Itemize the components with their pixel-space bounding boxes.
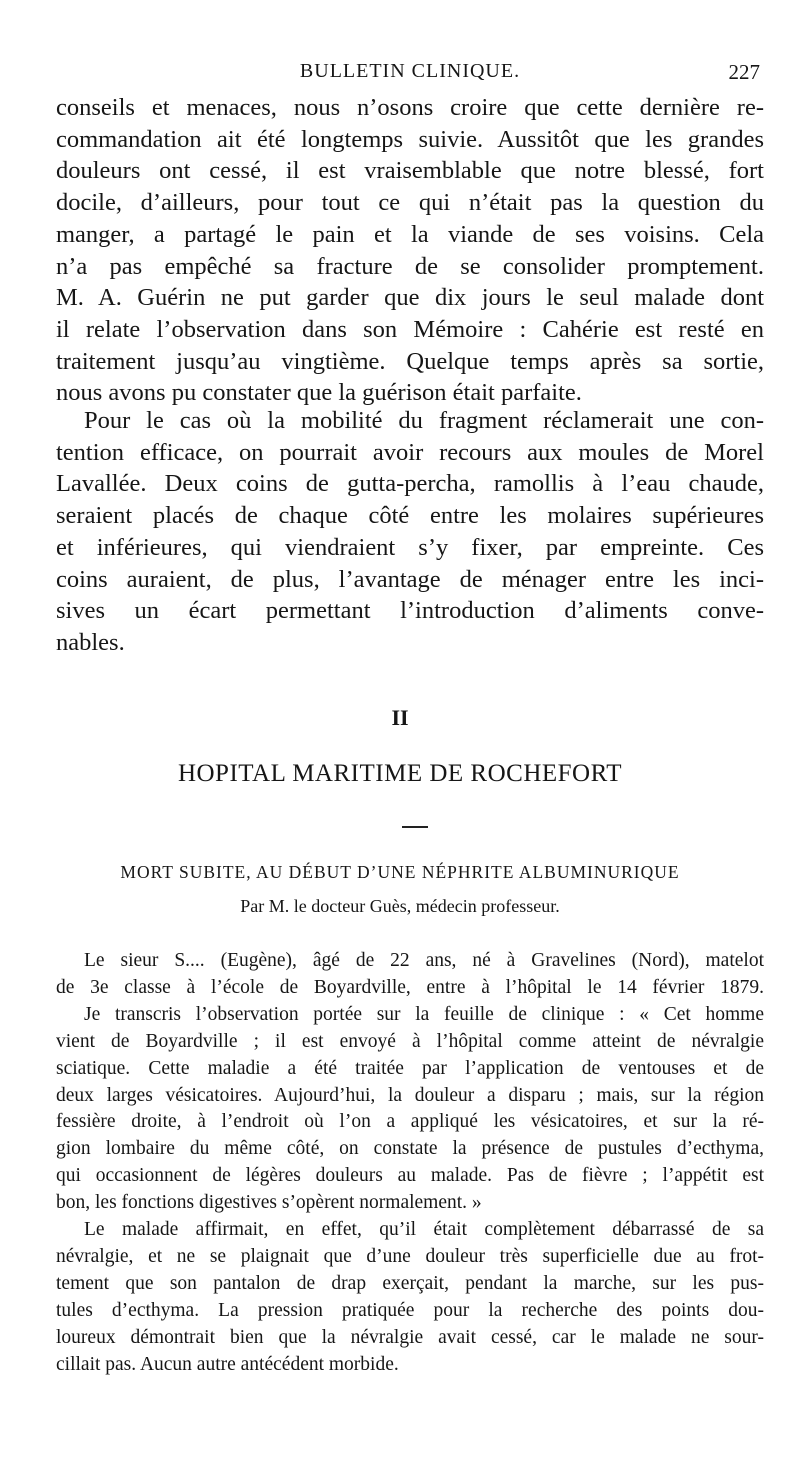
text-line: sives un écart permettant l’introduction d’aliments conve- [56, 597, 764, 625]
text-line: fessière droite, à l’endroit où l’on a appliqué les vésicatoires, et sur la ré- [56, 1111, 764, 1133]
text-line: seraient placés de chaque côté entre les molaires supérieures [56, 502, 764, 530]
text-line: Pour le cas où la mobilité du fragment réclamerait une con- [84, 407, 764, 434]
text-line: sciatique. Cette maladie a été traitée par l’application de ventouses et de [56, 1057, 764, 1079]
text-line: tules d’ecthyma. La pression pratiquée pour la recherche des points dou- [56, 1299, 764, 1321]
article-byline: Par M. le docteur Guès, médecin professeur. [240, 896, 560, 916]
text-line: Le sieur S.... (Eugène), âgé de 22 ans, né à Gravelines (Nord), matelot [84, 950, 764, 971]
text-line: deux larges vésicatoires. Aujourd’hui, la douleur a disparu ; mais, sur la région [56, 1084, 764, 1106]
paragraph-gutta-percha [56, 405, 764, 659]
text-line: névralgie, et ne se plaignait que d’une douleur très superficielle due au frot- [56, 1245, 764, 1267]
text-line: cillait pas. Aucun autre antécédent morbide. [56, 1353, 399, 1375]
paragraph-fracture-treatment [56, 92, 764, 409]
text-line: conseils et menaces, nous n’osons croire que cette dernière re- [56, 94, 764, 121]
text-line: il relate l’observation dans son Mémoire : Cahérie est resté en [56, 315, 764, 343]
divider-rule [402, 826, 428, 828]
text-line: nous avons pu constater que la guérison était parfaite. [56, 379, 582, 407]
text-line: coins auraient, de plus, l’avantage de ménager entre les inci- [56, 565, 764, 593]
article-title: MORT SUBITE, AU DÉBUT D’UNE NÉPHRITE ALBUMINURIQUE [120, 862, 680, 882]
page-number: 227 [728, 60, 760, 84]
text-line: bon, les fonctions digestives s’opèrent normalement. » [56, 1192, 482, 1214]
text-line: de 3e classe à l’école de Boyardville, entre à l’hôpital le 14 février 1879. [56, 976, 764, 998]
text-line: Lavallée. Deux coins de gutta-percha, ramollis à l’eau chaude, [56, 470, 764, 498]
text-line: Je transcris l’observation portée sur la feuille de clinique : « Cet homme [84, 1003, 764, 1025]
section-numeral: II [391, 705, 409, 730]
text-line: M. A. Guérin ne put garder que dix jours le seul malade dont [56, 284, 764, 312]
text-line: vient de Boyardville ; il est envoyé à l’hôpital comme atteint de névralgie [56, 1030, 764, 1052]
text-line: loureux démontrait bien que la névralgie avait cessé, car le malade ne sour- [56, 1326, 764, 1348]
text-line: nables. [56, 628, 125, 656]
text-line: Le malade affirmait, en effet, qu’il était complètement débarrassé de sa [84, 1219, 764, 1241]
text-line: n’a pas empêché sa fracture de se consolider promptement. [56, 252, 764, 280]
text-line: commandation ait été longtemps suivie. Aussitôt que les grandes [56, 125, 764, 153]
running-head-title: BULLETIN CLINIQUE. [299, 60, 521, 82]
text-line: manger, a partagé le pain et la viande de ses voisins. Cela [56, 220, 764, 248]
article-body [56, 948, 764, 1379]
text-line: traitement jusqu’au vingtième. Quelque temps après sa sortie, [56, 347, 764, 375]
text-line: tement que son pantalon de drap exerçait, pendant la marche, sur les pus- [56, 1272, 764, 1294]
text-line: gion lombaire du même côté, on constate la présence de pustules d’ecthyma, [56, 1138, 764, 1160]
text-line: et inférieures, qui viendraient s’y fixer, par empreinte. Ces [56, 533, 764, 561]
text-line: qui occasionnent de légères douleurs au malade. Pas de fièvre ; l’appétit est [56, 1165, 764, 1187]
text-line: docile, d’ailleurs, pour tout ce qui n’était pas la question du [56, 189, 764, 217]
section-title: HOPITAL MARITIME DE ROCHEFORT [177, 760, 623, 787]
text-line: douleurs ont cessé, il est vraisemblable que notre blessé, fort [56, 157, 764, 185]
text-line: tention efficace, on pourrait avoir recours aux moules de Morel [56, 438, 764, 466]
running-head [60, 60, 760, 86]
